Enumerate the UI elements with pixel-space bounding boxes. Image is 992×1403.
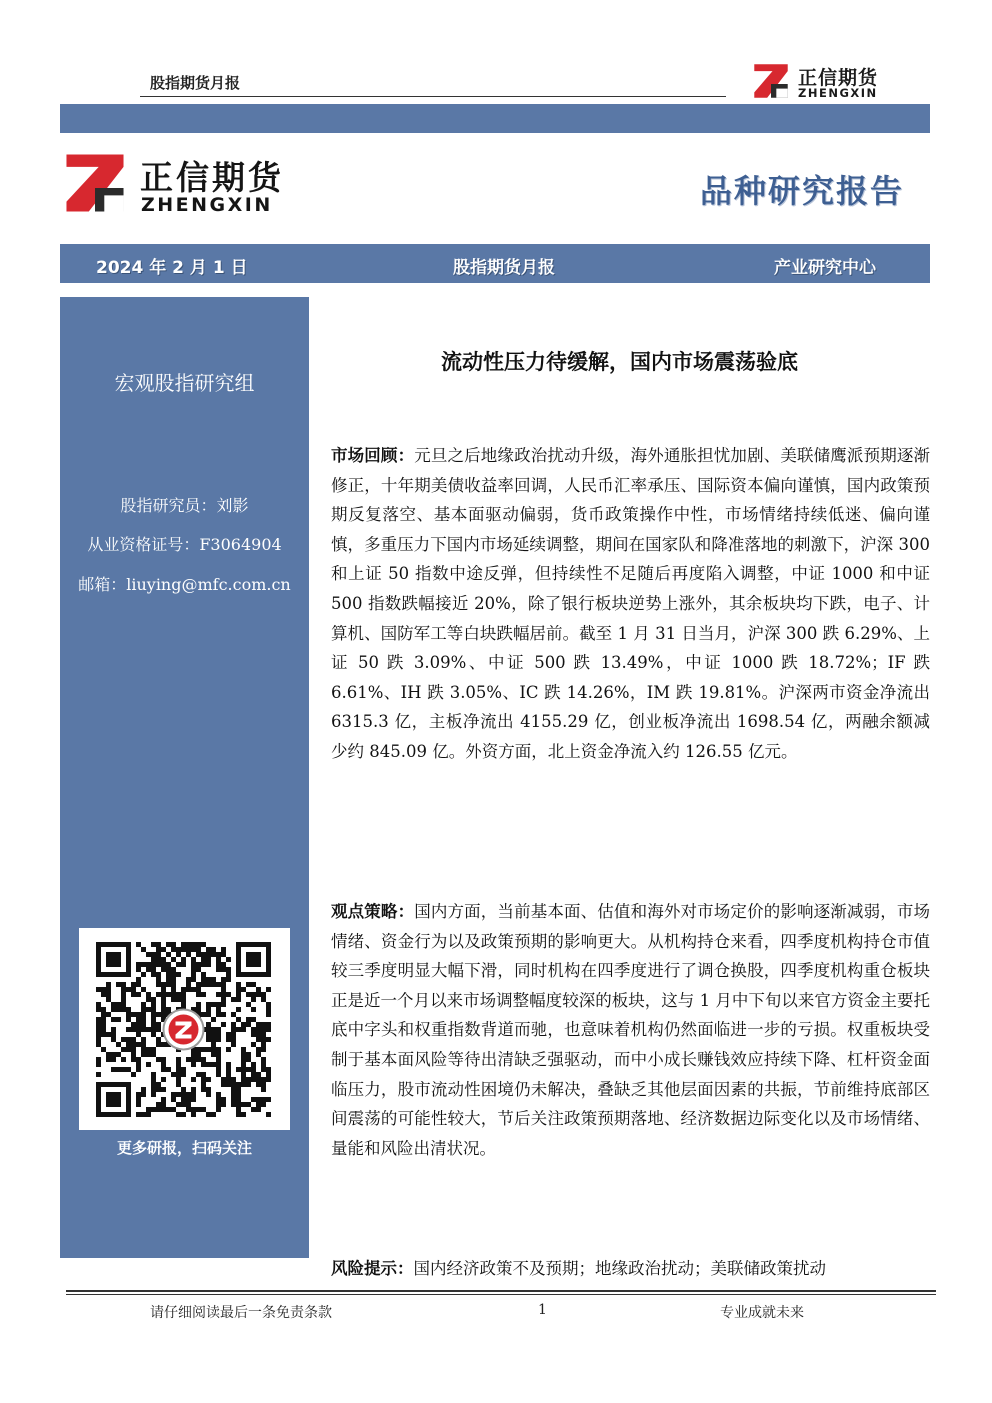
footer-slogan: 专业成就未来 — [720, 1305, 804, 1321]
analyst-name: 股指研究员：刘影 — [120, 496, 249, 515]
analyst-license: 从业资格证号：F3064904 — [87, 535, 282, 554]
research-group-name: 宏观股指研究组 — [114, 371, 255, 395]
zhengxin-logo-icon — [64, 152, 126, 214]
report-headline: 流动性压力待缓解，国内市场震荡验底 — [441, 350, 798, 374]
report-name: 股指期货月报 — [453, 258, 555, 278]
section-market-review — [331, 441, 930, 767]
section-risk — [331, 1254, 930, 1284]
section-body: 元旦之后地缘政治扰动升级，海外通胀担忧加剧、美联储鹰派预期逐渐修正，十年期美债收益率回调，人民币汇率承压、国际资本偏向谨慎，国内政策预期反复落空、基本面驱动偏弱，货币政策操作中性，市场情绪持续低迷、偏向谨慎，多重压力下国内市场延续调整，期间在国家队和降准落地的刺激下，沪深 300 和上证 50 指数中途反弹，但持续性不足随后再度陷入调整，中证 1000 和中证 500 指数跌幅接近 20%，除了银行板块逆势上涨外，其余板块均下跌，电子、计算机、国防军工等白块跌幅居前。截至 1 月 31 日当月，沪深 300 跌 6.29%、上证 50 跌 3.09%、中证 500 跌 13.49%，中证 1000 跌 18.72%；IF 跌 6.61%、IH 跌 3.05%、IC 跌 14.26%，IM 跌 19.81%。沪深两市资金净流出 6315.3 亿，主板净流出 4155.29 亿，创业板净流出 1698.54 亿，两融余额减少约 845.09 亿。外资方面，北上资金净流入约 126.55 亿元。 — [331, 446, 931, 761]
analyst-email: 邮箱：liuying@mfc.com.cn — [78, 575, 291, 594]
main-brand-logo — [64, 152, 324, 218]
main-brand-cn: 正信期货 — [140, 158, 284, 197]
qr-caption: 更多研报，扫码关注 — [116, 1139, 252, 1157]
header-rule — [140, 96, 726, 97]
report-type-title: 品种研究报告 — [700, 172, 905, 210]
section-strategy — [331, 897, 930, 1163]
report-department: 产业研究中心 — [774, 258, 876, 278]
header-brand-logo — [752, 62, 912, 102]
header-brand-en: ZHENGXIN — [798, 86, 878, 100]
section-body: 国内方面，当前基本面、估值和海外对市场定价的影响逐渐减弱，市场情绪、资金行为以及政策预期的影响更大。从机构持仓来看，四季度机构持仓市值较三季度明显大幅下滑，同时机构在四季度进行了调仓换股，四季度机构重仓板块正是近一个月以来市场调整幅度较深的板块，这与 1 月中下旬以来官方资金主要托底中字头和权重指数背道而驰，也意味着机构仍然面临进一步的亏损。权重板块受制于基本面风险等待出清缺乏强驱动，而中小成长赚钱效应持续下降、杠杆资金面临压力，股市流动性困境仍未解决，叠缺乏其他层面因素的共振，节前维持底部区间震荡的可能性较大，节后关注政策预期落地、经济数据边际变化以及市场情绪、量能和风险出清状况。 — [331, 902, 931, 1158]
section-lead: 观点策略： — [331, 902, 415, 921]
report-date: 2024 年 2 月 1 日 — [96, 258, 248, 278]
qr-code-icon — [79, 928, 290, 1130]
section-lead: 市场回顾： — [331, 446, 415, 465]
zhengxin-logo-icon — [752, 62, 790, 100]
qr-code[interactable] — [79, 928, 290, 1130]
page-number: 1 — [538, 1302, 547, 1318]
author-sidebar — [60, 297, 309, 1258]
running-title: 股指期货月报 — [150, 74, 241, 92]
footer-rule — [66, 1290, 936, 1292]
footer-disclaimer-note: 请仔细阅读最后一条免责条款 — [150, 1305, 332, 1321]
section-lead: 风险提示： — [331, 1259, 414, 1278]
header-brand-cn: 正信期货 — [798, 67, 879, 89]
main-brand-en: ZHENGXIN — [141, 194, 273, 216]
footer-rule-thin — [66, 1294, 936, 1295]
section-body: 国内经济政策不及预期；地缘政治扰动；美联储政策扰动 — [413, 1259, 826, 1278]
top-blue-band — [60, 104, 930, 133]
report-info-bar — [60, 244, 930, 283]
